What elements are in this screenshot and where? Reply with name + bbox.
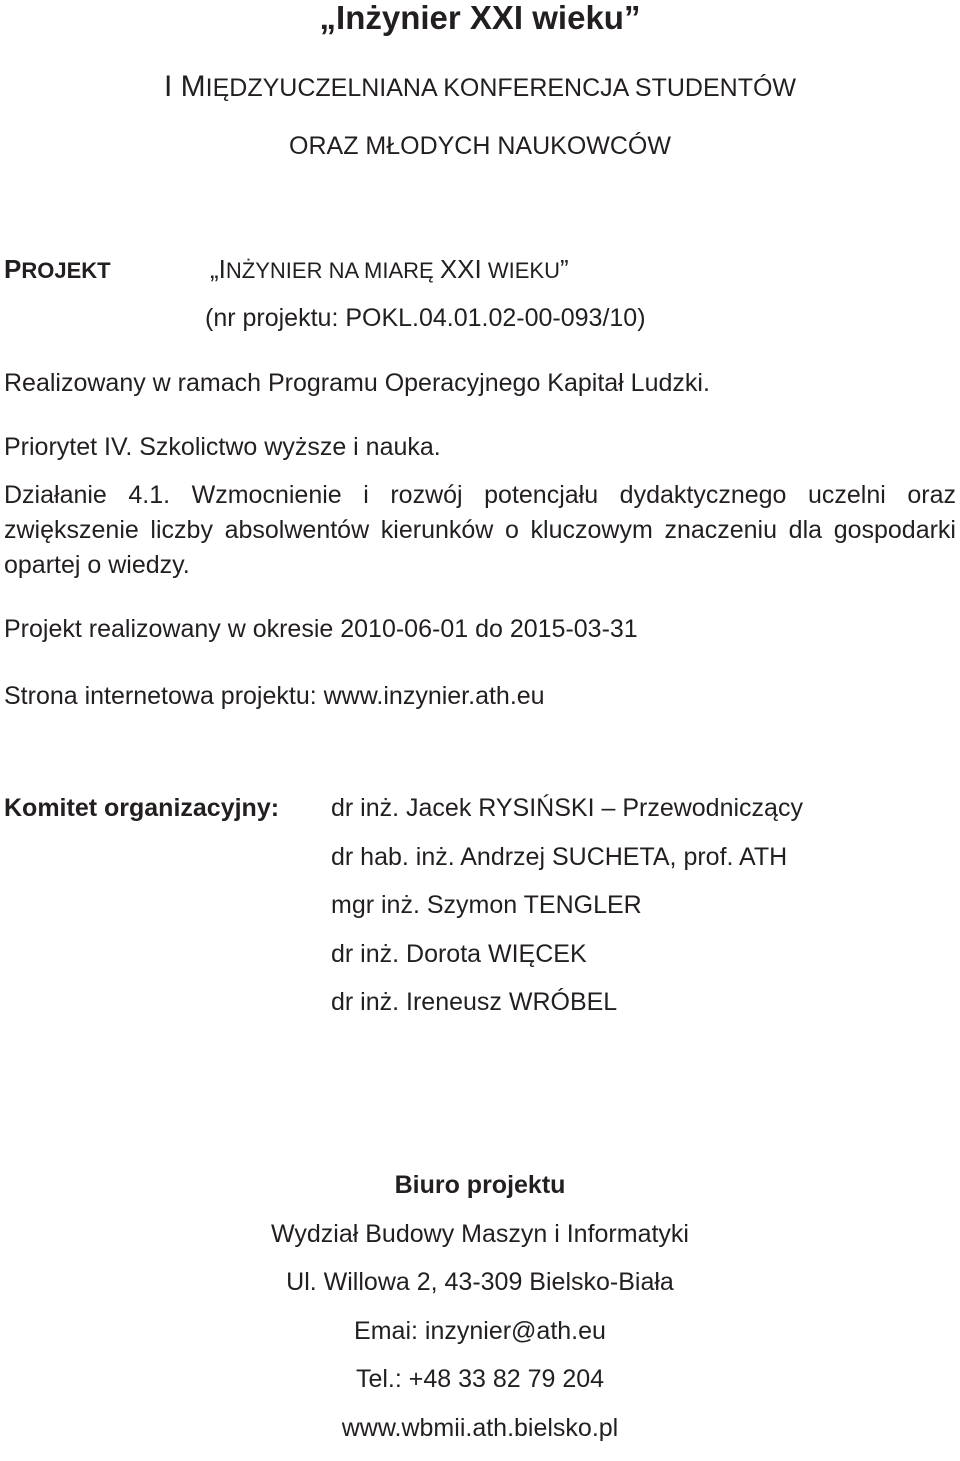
committee-label: Komitet organizacyjny:: [4, 793, 279, 823]
priority-line: Priorytet IV. Szkolictwo wyższe i nauka.: [4, 432, 441, 462]
office-website: www.wbmii.ath.bielsko.pl: [0, 1413, 960, 1461]
committee-member: mgr inż. Szymon TENGLER: [331, 890, 803, 939]
committee-member: dr inż. Ireneusz WRÓBEL: [331, 987, 803, 1036]
committee-member-list: [331, 793, 803, 1036]
project-label: [4, 254, 111, 286]
project-name-part1: NŻYNIER NA MIARĘ: [226, 258, 440, 283]
project-label-initial: P: [4, 254, 21, 284]
committee-member: dr inż. Jacek RYSIŃSKI – Przewodniczący: [331, 793, 803, 842]
project-name-xxi: XXI: [440, 254, 482, 284]
project-office-block: [0, 1170, 960, 1461]
conference-title-line2: ORAZ MŁODYCH NAUKOWCÓW: [0, 131, 960, 161]
committee-member: dr inż. Dorota WIĘCEK: [331, 939, 803, 988]
project-name: [210, 254, 569, 286]
action-paragraph: Działanie 4.1. Wzmocnienie i rozwój potencjału dydaktycznego uczelni oraz zwiększenie liczby absolwentów kierunków o kluczowym znaczeniu dla gospodarki opartej o wiedzy.: [4, 478, 956, 583]
office-phone: Tel.: +48 33 82 79 204: [0, 1364, 960, 1413]
office-address: Ul. Willowa 2, 43-309 Bielsko-Biała: [0, 1267, 960, 1316]
project-name-close: ”: [560, 254, 569, 284]
conference-title-rest: IĘDZYUCZELNIANA KONFERENCJA STUDENTÓW: [206, 74, 796, 102]
office-heading: Biuro projektu: [0, 1170, 960, 1219]
conference-title-line1: [0, 72, 960, 103]
committee-member: dr hab. inż. Andrzej SUCHETA, prof. ATH: [331, 842, 803, 891]
document-title: „Inżynier XXI wieku”: [0, 0, 960, 36]
project-period: Projekt realizowany w okresie 2010-06-01 do 2015-03-31: [4, 614, 638, 644]
conference-title-initial: I M: [164, 70, 206, 103]
project-number: (nr projektu: POKL.04.01.02-00-093/10): [205, 303, 646, 333]
project-name-open: „I: [210, 254, 226, 284]
project-website: Strona internetowa projektu: www.inzynier.ath.eu: [4, 681, 545, 711]
project-name-part2: WIEKU: [482, 258, 560, 283]
project-label-rest: ROJEKT: [21, 258, 110, 283]
office-email: Emai: inzynier@ath.eu: [0, 1316, 960, 1365]
office-faculty: Wydział Budowy Maszyn i Informatyki: [0, 1219, 960, 1268]
program-line: Realizowany w ramach Programu Operacyjnego Kapitał Ludzki.: [4, 368, 710, 398]
